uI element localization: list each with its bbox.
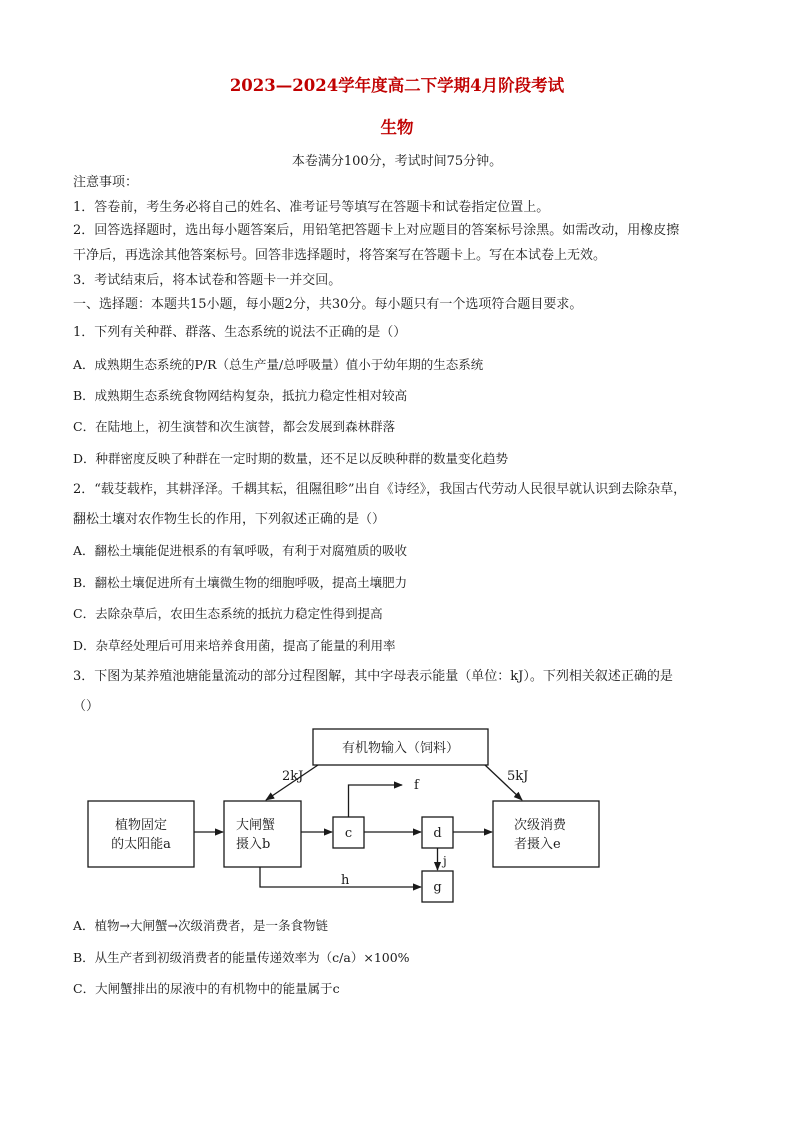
- crab-box: [224, 801, 301, 867]
- crab-label-line-2: 摄入b: [236, 837, 271, 852]
- note-1: 1．答卷前，考生务必将自己的姓名、准考证号等填写在答题卡和试卷指定位置上。: [73, 200, 550, 215]
- q2-stem-line-2: 翻松土壤对农作物生长的作用，下列叙述正确的是（）: [73, 512, 386, 527]
- d-label: d: [433, 826, 442, 841]
- feed-label: 有机物输入（饲料）: [341, 741, 460, 756]
- q1-option-a: A．成熟期生态系统的P/R（总生产量/总呼吸量）值小于幼年期的生态系统: [73, 357, 484, 372]
- note-3: 3．考试结束后，将本试卷和答题卡一并交回。: [73, 273, 342, 288]
- exam-subject: 生物: [380, 118, 414, 137]
- q1-option-b: B．成熟期生态系统食物网结构复杂，抵抗力稳定性相对较高: [73, 388, 408, 403]
- section-1-heading: 一、选择题：本题共15小题，每小题2分，共30分。每小题只有一个选项符合题目要求。: [73, 297, 583, 312]
- label-j: j: [443, 854, 447, 868]
- exam-info: 本卷满分100分，考试时间75分钟。: [291, 154, 503, 169]
- label-5kj: 5kJ: [507, 769, 529, 784]
- g-label: g: [433, 880, 442, 895]
- q2-option-a: A．翻松土壤能促进根系的有氧呼吸，有利于对腐殖质的吸收: [73, 543, 408, 558]
- label-f: f: [414, 778, 419, 793]
- q1-option-d: D．种群密度反映了种群在一定时期的数量，还不足以反映种群的数量变化趋势: [73, 451, 509, 466]
- c-label: c: [344, 826, 353, 841]
- q3-option-c: C．大闸蟹排出的尿液中的有机物中的能量属于c: [73, 981, 340, 996]
- q2-stem-line-1: 2．“载芟载柞，其耕泽泽。千耦其耘，徂隰徂畛”出自《诗经》，我国古代劳动人民很早就认识到去除杂草，: [73, 482, 687, 497]
- label-2kj: 2kJ: [282, 769, 304, 784]
- note-2-line-1: 2．回答选择题时，选出每小题答案后，用铅笔把答题卡上对应题目的答案标号涂黑。如需改动，用橡皮擦: [73, 223, 680, 238]
- crab-label-line-1: 大闸蟹: [236, 818, 276, 833]
- label-h: h: [341, 873, 350, 888]
- q2-option-c: C．去除杂草后，农田生态系统的抵抗力稳定性得到提高: [73, 606, 383, 621]
- q2-option-d: D．杂草经处理后可用来培养食用菌，提高了能量的利用率: [73, 638, 396, 653]
- note-2-line-2: 干净后，再选涂其他答案标号。回答非选择题时，将答案写在答题卡上。写在本试卷上无效。: [73, 248, 607, 263]
- notes-heading: 注意事项：: [73, 175, 139, 190]
- consumer-label-line-2: 者摄入e: [514, 837, 561, 852]
- q1-stem: 1．下列有关种群、群落、生态系统的说法不正确的是（）: [73, 325, 407, 340]
- q2-option-b: B．翻松土壤促进所有土壤微生物的细胞呼吸，提高土壤肥力: [73, 575, 408, 590]
- plant-label-line-1: 植物固定: [114, 818, 168, 833]
- q1-option-c: C．在陆地上，初生演替和次生演替，都会发展到森林群落: [73, 419, 396, 434]
- arrow-c-to-f: [349, 785, 403, 817]
- q3-option-b: B．从生产者到初级消费者的能量传递效率为（c/a）×100%: [73, 950, 410, 965]
- plant-label-line-2: 的太阳能a: [111, 837, 171, 852]
- consumer-box: [493, 801, 599, 867]
- q3-stem-line-1: 3．下图为某养殖池塘能量流动的部分过程图解，其中字母表示能量（单位：kJ）。下列相关叙述正确的是: [73, 669, 673, 684]
- exam-title: 2023—2024学年度高二下学期4月阶段考试: [229, 76, 565, 95]
- q3-stem-line-2: （）: [73, 699, 100, 714]
- q3-option-a: A．植物→大闸蟹→次级消费者，是一条食物链: [73, 918, 328, 933]
- consumer-label-line-1: 次级消费: [514, 818, 567, 833]
- plant-box: [88, 801, 194, 867]
